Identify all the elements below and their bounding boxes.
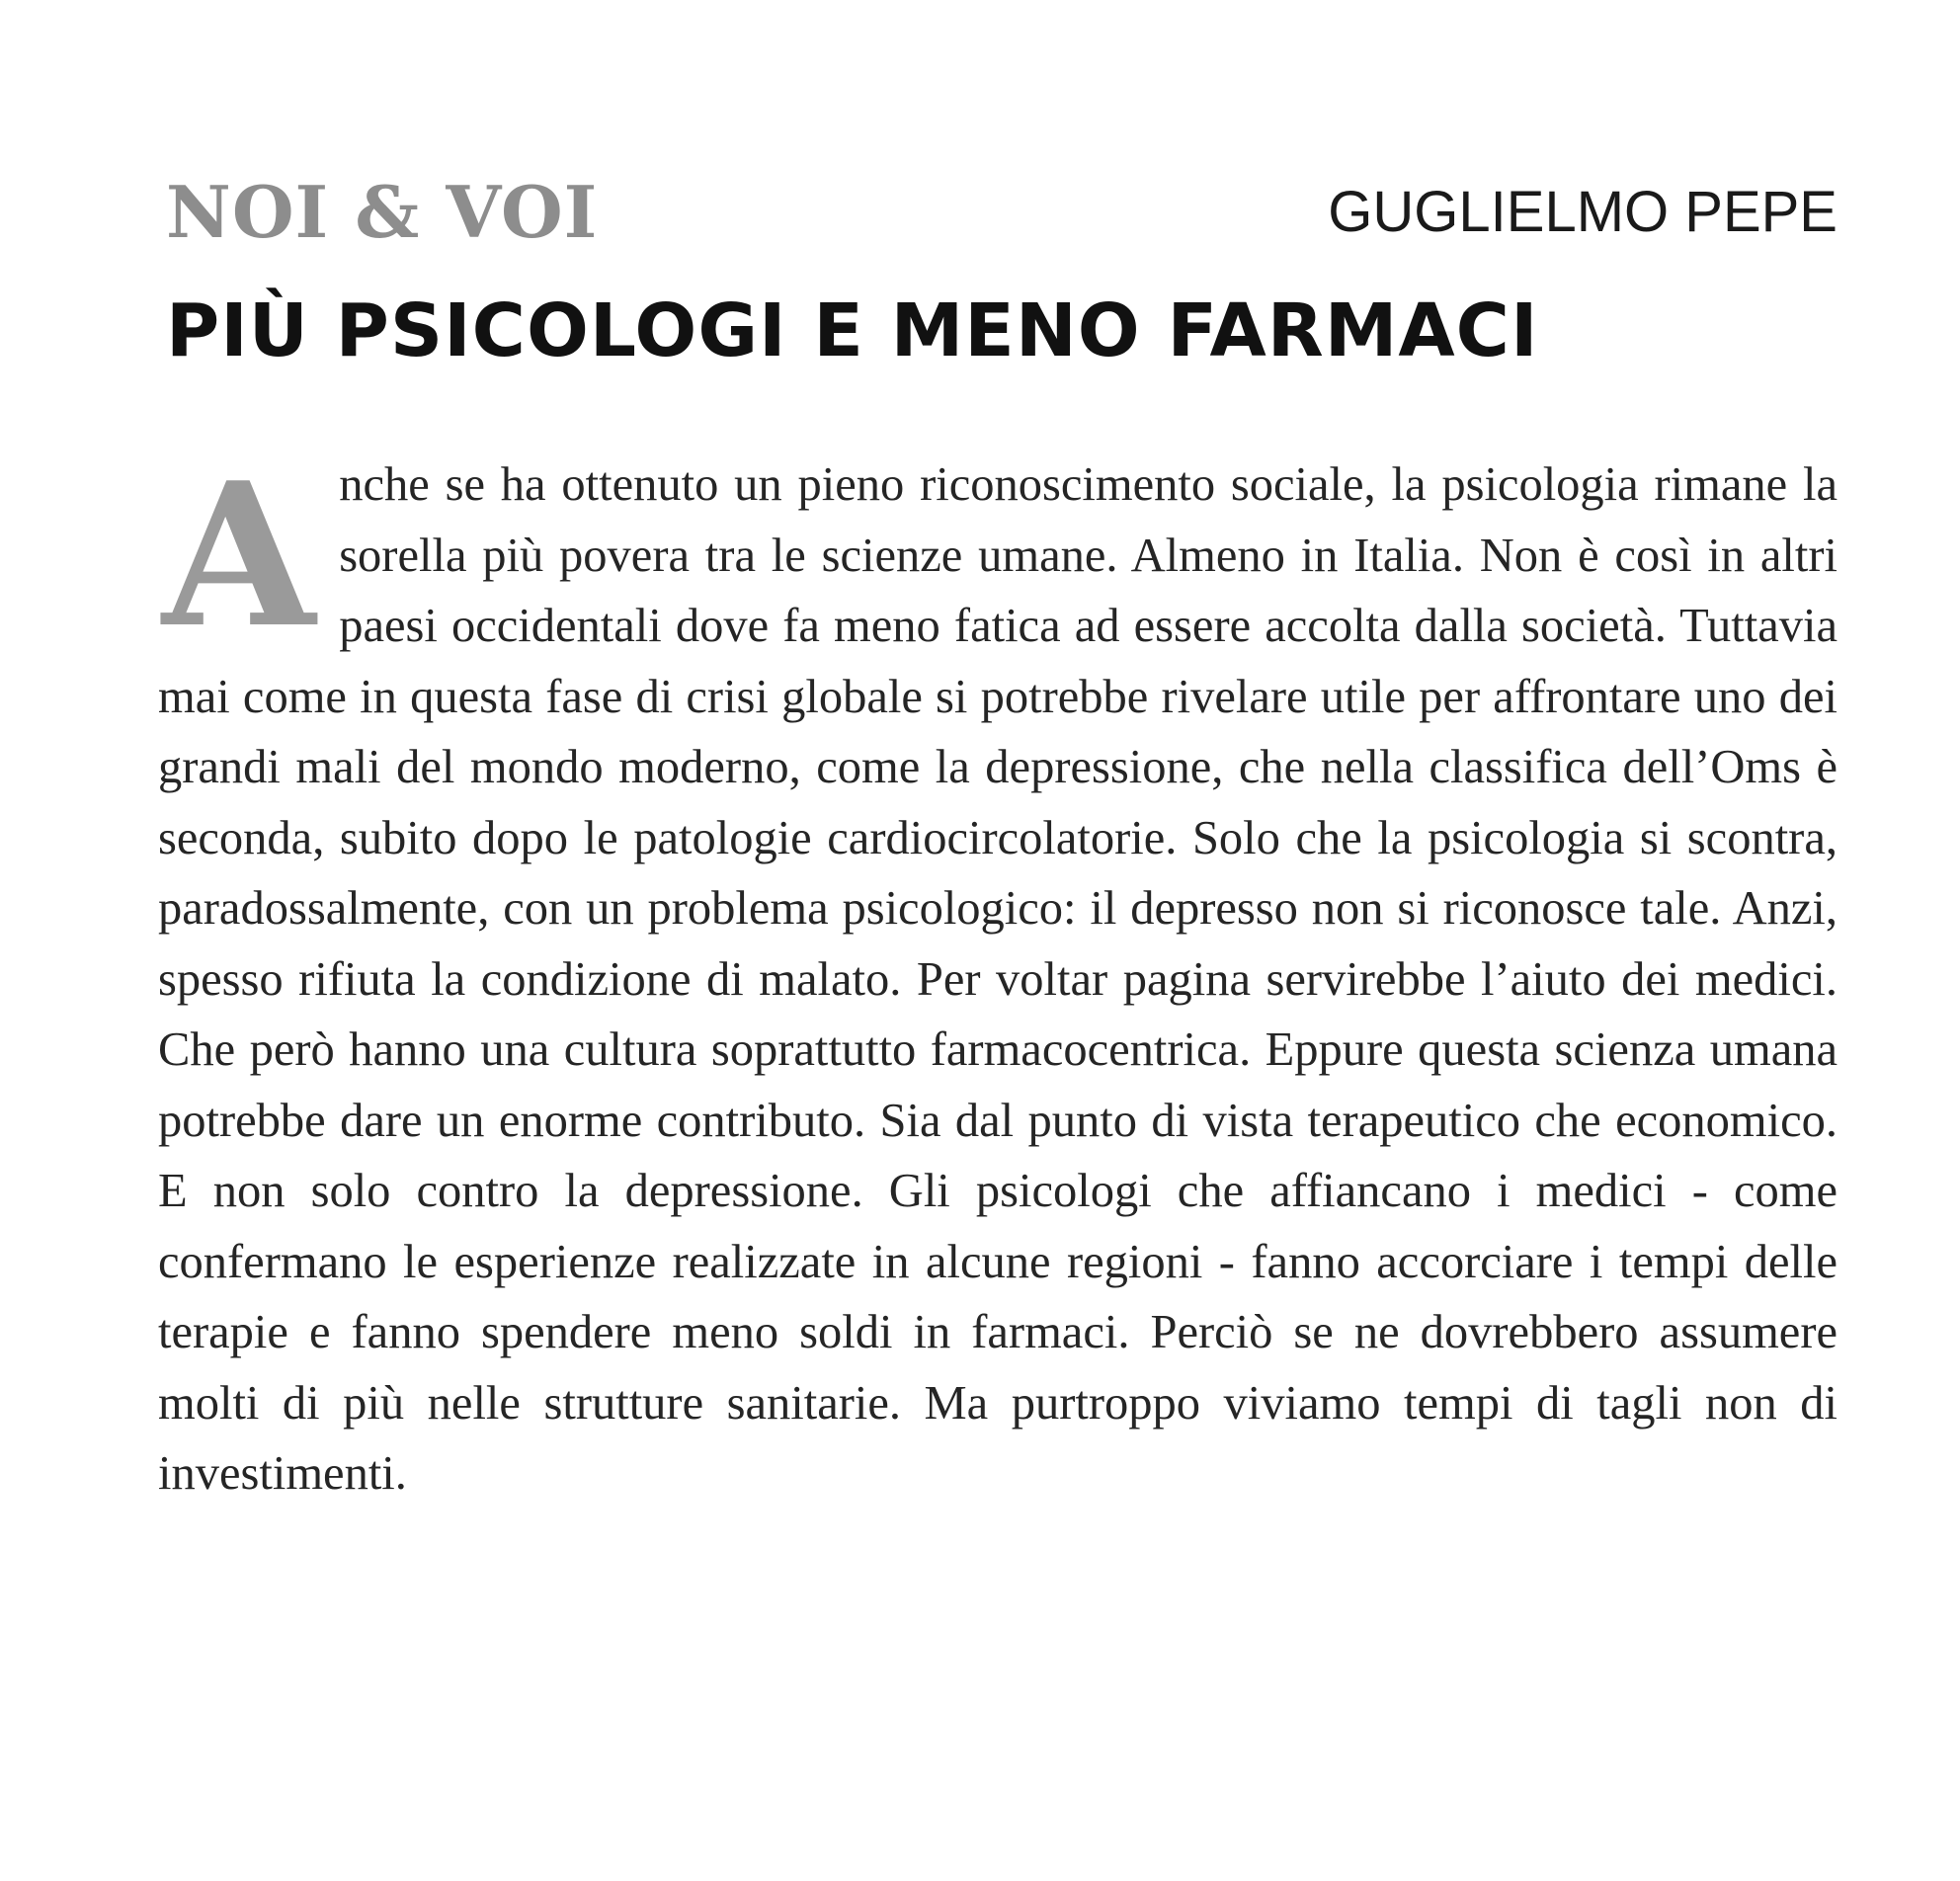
column-rubric: NOI & VOI <box>166 170 599 254</box>
drop-cap-letter: A <box>162 440 316 672</box>
article-header <box>158 170 1838 254</box>
article-body-text: nche se ha ottenuto un pieno riconoscimento sociale, la psicologia rimane la sorella più povera tra le scienze umane. Almeno in Italia. Non è così in altri paesi occidentali dove fa meno fatica ad essere accolta dalla società. Tuttavia mai come in questa fase di crisi globale si potrebbe rivelare utile per affrontare uno dei grandi mali del mondo moderno, come la depressione, che nella classifica dell’Oms è seconda, subito dopo le patologie cardiocircolatorie. Solo che la psicologia si scontra, paradossalmente, con un problema psicologico: il depresso non si riconosce tale. Anzi, spesso rifiuta la condizione di malato. Per voltar pagina servirebbe l’aiuto dei medici. Che però hanno una cultura soprattutto farmacocentrica. Eppure questa scienza umana potrebbe dare un enorme contributo. Sia dal punto di vista terapeutico che economico. E non solo contro la depressione. Gli psicologi che affiancano i medici - come confermano le esperienze realizzate in alcune regioni - fanno accorciare i tempi delle terapie e fanno spendere meno soldi in farmaci. Perciò se ne dovrebbero assumere molti di più nelle strutture sanitarie. Ma purtroppo viviamo tempi di tagli non di investimenti. <box>158 458 1838 1500</box>
author-byline: GUGLIELMO PEPE <box>1328 180 1838 244</box>
article-headline: PIÙ PSICOLOGI E MENO FARMACI <box>166 288 1539 373</box>
article-body <box>158 440 1838 1510</box>
article-column <box>158 170 1838 1510</box>
